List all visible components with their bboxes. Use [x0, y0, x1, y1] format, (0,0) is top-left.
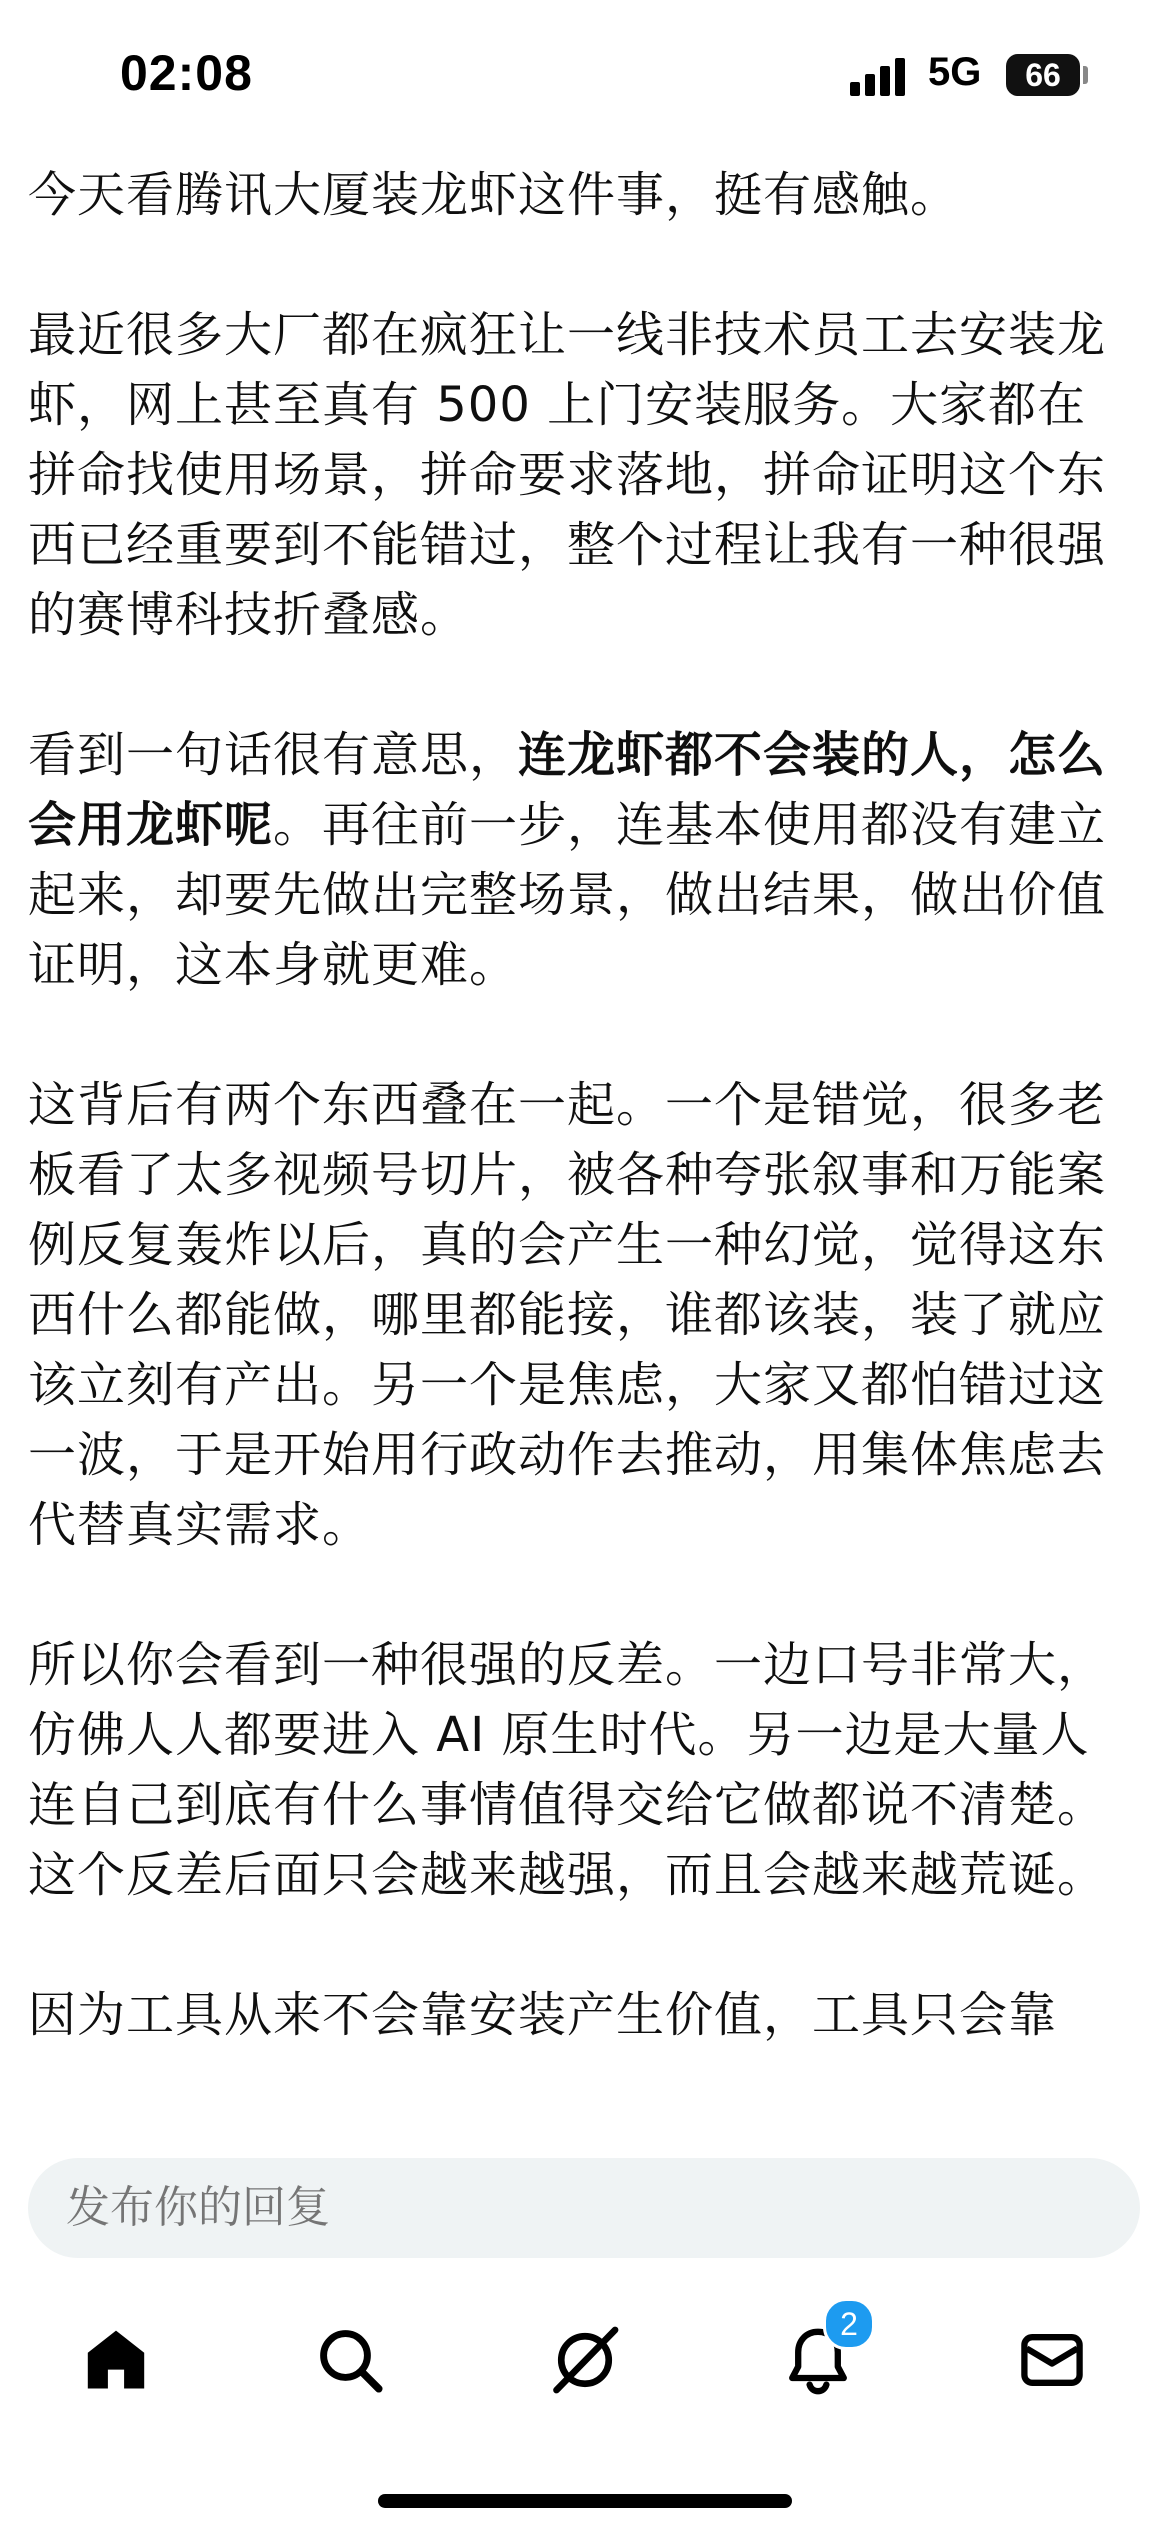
- tab-messages[interactable]: [1002, 2310, 1102, 2410]
- post-body: [28, 160, 1128, 2120]
- reply-bar: [0, 2118, 1170, 2258]
- paragraph-text: 今天看腾讯大厦装龙虾这件事，挺有感触。: [28, 167, 960, 223]
- home-indicator[interactable]: [378, 2494, 792, 2508]
- status-time: 02:08: [120, 45, 253, 101]
- paragraph-3: [28, 720, 1128, 1000]
- notification-badge: 2: [823, 2298, 875, 2350]
- paragraph-1: [28, 160, 1128, 230]
- bottom-tab-bar: [0, 2290, 1170, 2430]
- battery-icon: 66: [1006, 54, 1080, 96]
- paragraph-4: [28, 1070, 1128, 1560]
- scroll-fade: [0, 2080, 1170, 2120]
- paragraph-6: [28, 1980, 1128, 2050]
- paragraph-2: [28, 300, 1128, 650]
- paragraph-text: 看到一句话很有意思，: [28, 727, 519, 783]
- cellular-signal-icon: [850, 56, 910, 96]
- battery-tip: [1083, 66, 1088, 84]
- status-bar: [0, 0, 1170, 150]
- paragraph-text: 最近很多大厂都在疯狂让一线非技术员工去安装龙虾，网上甚至真有 500 上门安装服务。大家都在拼命找使用场景，拼命要求落地，拼命证明这个东西已经重要到不能错过，整个过程让我有一种很强的赛博科技折叠感。: [28, 307, 1107, 643]
- home-icon: [80, 2324, 152, 2396]
- tab-home[interactable]: [66, 2310, 166, 2410]
- reply-input[interactable]: [28, 2158, 1140, 2258]
- grok-icon: [547, 2322, 623, 2398]
- paragraph-5: [28, 1630, 1128, 1910]
- search-icon: [314, 2324, 386, 2396]
- network-type: 5G: [928, 50, 982, 94]
- tab-grok[interactable]: [535, 2310, 635, 2410]
- messages-icon: [1016, 2324, 1088, 2396]
- paragraph-text: 因为工具从来不会靠安装产生价值，工具只会靠: [28, 1987, 1058, 2043]
- paragraph-text: 所以你会看到一种很强的反差。一边口号非常大，仿佛人人都要进入 AI 原生时代。另一边是大量人连自己到底有什么事情值得交给它做都说不清楚。这个反差后面只会越来越强，而且会越来越荒诞。: [28, 1637, 1107, 1903]
- paragraph-text: 。再往前一步，连基本使用都没有建立起来，却要先做出完整场景，做出结果，做出价值证明，这本身就更难。: [28, 797, 1107, 993]
- tab-search[interactable]: [300, 2310, 400, 2410]
- tab-notifications[interactable]: [768, 2306, 868, 2410]
- paragraph-text: 这背后有两个东西叠在一起。一个是错觉，很多老板看了太多视频号切片，被各种夸张叙事和万能案例反复轰炸以后，真的会产生一种幻觉，觉得这东西什么都能做，哪里都能接，谁都该装，装了就应该立刻有产出。另一个是焦虑，大家又都怕错过这一波，于是开始用行政动作去推动，用集体焦虑去代替真实需求。: [28, 1077, 1107, 1553]
- bold-quote: 连龙虾都不会装的人，怎么会用龙虾呢: [28, 727, 1107, 853]
